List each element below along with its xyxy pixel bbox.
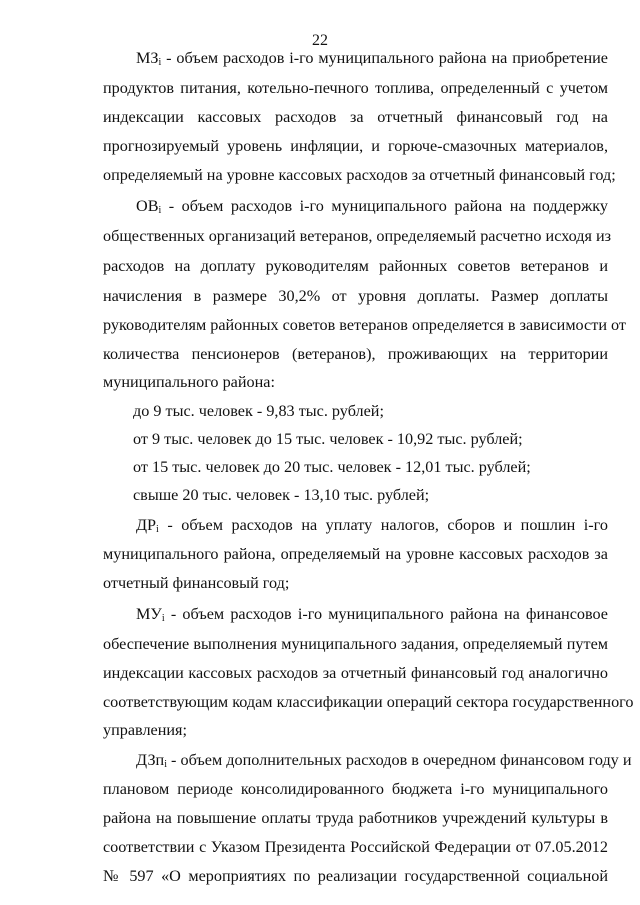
paragraph-mz-line-4: прогнозируемый уровень инфляции, и горюче-смазочных материалов, <box>103 137 608 155</box>
paragraph-dzp-line-4: соответствии с Указом Президента Российской Федерации от 07.05.2012 <box>103 838 608 856</box>
paragraph-mu-line-2: обеспечение выполнения муниципального задания, определяемый путем <box>103 635 608 653</box>
term-subscript: i <box>161 613 165 624</box>
paragraph-mz-line-3: индексации кассовых расходов за отчетный финансовый год на <box>103 108 608 126</box>
list-item: свыше 20 тыс. человек - 13,10 тыс. рублей; <box>133 486 430 504</box>
page-number: 22 <box>312 32 328 49</box>
term-dr: ДР <box>136 516 157 534</box>
paragraph-ov-line-4: начисления в размере 30,2% от уровня доплаты. Размер доплаты <box>103 287 608 305</box>
paragraph-mz-line-5: определяемый на уровне кассовых расходов за отчетный финансовый год; <box>103 166 616 184</box>
paragraph-mu-line-4: соответствующим кодам классификации операций сектора государственного <box>103 693 634 711</box>
paragraph-dzp-line-1: ДЗп$_i$ - объем дополнительных расходов в очередном финансовом году и <box>136 751 632 770</box>
paragraph-mu-line-5: управления; <box>103 721 187 739</box>
term-subscript: i <box>164 759 167 770</box>
paragraph-mu-line-1: $МУ_i$ - объем расходов i-го муниципального района на финансовое <box>136 605 608 624</box>
paragraph-dr-line-3: отчетный финансовый год; <box>103 574 290 592</box>
term-subscript: i <box>158 57 162 68</box>
paragraph-dzp-line-5: № 597 «О мероприятиях по реализации государственной социальной <box>103 867 608 885</box>
term-subscript: i <box>156 524 159 535</box>
paragraph-ov-line-3: расходов на доплату руководителям районных советов ветеранов и <box>103 257 608 275</box>
paragraph-dzp-line-2: плановом периоде консолидированного бюджета i-го муниципального <box>103 780 608 798</box>
list-item: от 15 тыс. человек до 20 тыс. человек - 12,01 тыс. рублей; <box>133 458 531 476</box>
paragraph-ov-line-5: руководителям районных советов ветеранов определяется в зависимости от <box>103 316 626 334</box>
term-mz: МЗ <box>136 49 159 67</box>
paragraph-mz-line-2: продуктов питания, котельно-печного топлива, определенный с учетом <box>103 79 608 97</box>
term-ov: ОВ <box>136 197 159 215</box>
paragraph-ov-line-6: количества пенсионеров (ветеранов), проживающих на территории <box>103 345 608 363</box>
paragraph-ov-line-2: общественных организаций ветеранов, определяемый расчетно исходя из <box>103 227 612 245</box>
paragraph-dr-line-1: $ДР_i$ - объем расходов на уплату налогов, сборов и пошлин i-го <box>136 516 609 535</box>
paragraph-mu-line-3: индексации кассовых расходов за отчетный финансовый год аналогично <box>103 664 608 682</box>
term-subscript: i <box>158 205 162 216</box>
term-mu: МУ <box>136 605 162 623</box>
list-item: до 9 тыс. человек - 9,83 тыс. рублей; <box>133 402 384 420</box>
paragraph-ov-line-1: $ОВ_i$ - объем расходов i-го муниципального района на поддержку <box>136 197 608 216</box>
term-dzp: ДЗп <box>136 751 165 769</box>
paragraph-dr-line-2: муниципального района, определяемый на уровне кассовых расходов за <box>103 545 608 563</box>
list-item: от 9 тыс. человек до 15 тыс. человек - 10,92 тыс. рублей; <box>133 430 523 448</box>
paragraph-dzp-line-3: района на повышение оплаты труда работников учреждений культуры в <box>103 809 608 827</box>
paragraph-ov-line-7: муниципального района: <box>103 373 275 391</box>
paragraph-mz-line-1: $МЗ_i$ - объем расходов i-го муниципального района на приобретение <box>136 49 608 68</box>
